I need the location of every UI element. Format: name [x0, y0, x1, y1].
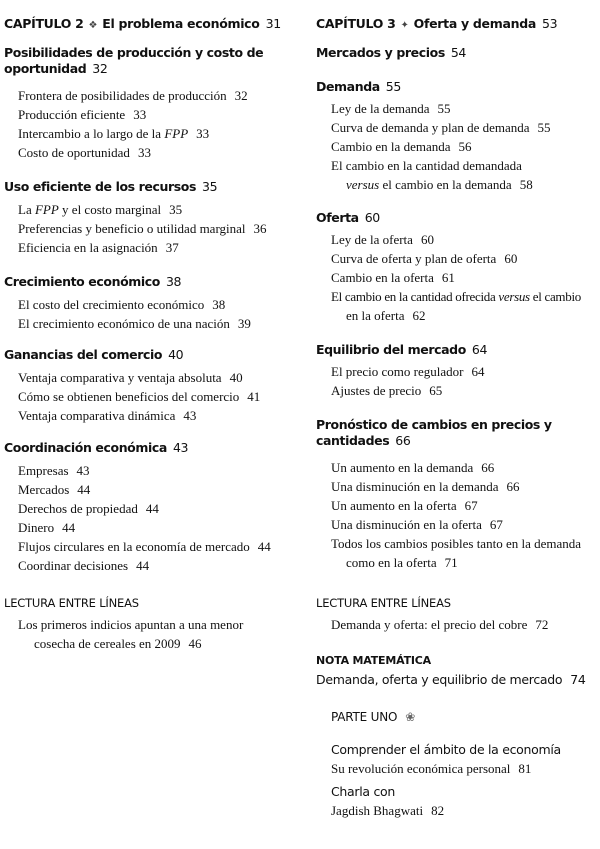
section-heading	[4, 45, 294, 77]
section-heading: Ganancias del comercio 40	[4, 347, 184, 362]
section-heading: Oferta 60	[316, 210, 380, 225]
reading-item: Los primeros indicios apuntan a una menor	[18, 617, 244, 632]
chapter-label: CAPÍTULO 2	[4, 16, 84, 31]
section-title-line2: oportunidad	[4, 61, 87, 76]
toc-item-cont: en la oferta 62	[346, 308, 426, 323]
toc-item-cont: como en la oferta 71	[346, 555, 458, 570]
toc-item-cont: versus el cambio en la demanda 58	[346, 177, 533, 192]
section-heading: Crecimiento económico 38	[4, 274, 182, 289]
page-number: 32	[92, 61, 108, 76]
section-heading: Demanda 55	[316, 79, 401, 94]
toc-item: Cómo se obtienen beneficios del comercio 41	[18, 389, 261, 404]
toc-item: El cambio en la cantidad demandada	[331, 158, 522, 173]
toc-item: Flujos circulares en la economía de mercado 44	[18, 539, 271, 554]
chapter-3-heading	[316, 16, 557, 31]
toc-item: Curva de oferta y plan de oferta 60	[331, 251, 518, 266]
toc-item: Ventaja comparativa dinámica 43	[18, 408, 197, 423]
interview-label: Charla con	[331, 784, 395, 799]
math-note-line: Demanda, oferta y equilibrio de mercado 74	[316, 672, 586, 687]
toc-item: El crecimiento económico de una nación 39	[18, 316, 251, 331]
toc-item: Ajustes de precio 65	[331, 383, 443, 398]
toc-item: Preferencias y beneficio o utilidad marginal 36	[18, 221, 267, 236]
fleuron-icon: ❖	[88, 20, 98, 31]
chapter-label: CAPÍTULO 3	[316, 16, 396, 31]
toc-item: Un aumento en la oferta 67	[331, 498, 478, 513]
reading-item-cont: cosecha de cereales en 2009 46	[34, 636, 202, 651]
section-title-line1: Posibilidades de producción y costo de	[4, 45, 264, 60]
toc-item: Ventaja comparativa y ventaja absoluta 40	[18, 370, 243, 385]
reading-label: LECTURA ENTRE LÍNEAS	[4, 596, 139, 610]
part-item: Su revolución económica personal 81	[331, 761, 532, 776]
toc-item: Intercambio a lo largo de la FPP 33	[18, 126, 210, 141]
reading-label: LECTURA ENTRE LÍNEAS	[316, 596, 451, 610]
section-heading: Pronóstico de cambios en precios y cantidades 66	[316, 417, 552, 448]
toc-item: El cambio en la cantidad ofrecida versus el cambio	[331, 289, 581, 304]
toc-item: La FPP y el costo marginal 35	[18, 202, 183, 217]
page-number: 31	[265, 16, 281, 31]
section-heading: Mercados y precios 54	[316, 45, 466, 60]
toc-item: Cambio en la demanda 56	[331, 139, 472, 154]
section-heading: Equilibrio del mercado 64	[316, 342, 487, 357]
part-title: Comprender el ámbito de la economía	[331, 742, 561, 757]
toc-item: Curva de demanda y plan de demanda 55	[331, 120, 551, 135]
page-number: 53	[541, 16, 558, 31]
toc-item: Dinero 44	[18, 520, 76, 535]
fleuron-icon: ✦	[400, 20, 409, 31]
toc-item: Todos los cambios posibles tanto en la demanda	[331, 536, 582, 551]
chapter-title: El problema económico	[102, 16, 260, 31]
toc-item: Frontera de posibilidades de producción 32	[18, 88, 248, 103]
interview-item: Jagdish Bhagwati 82	[331, 803, 445, 818]
part-label: PARTE UNO ❀	[331, 710, 416, 724]
chapter-title: Oferta y demanda	[413, 16, 536, 31]
toc-item: Eficiencia en la asignación 37	[18, 240, 179, 255]
section-heading: Uso eficiente de los recursos 35	[4, 179, 218, 194]
toc-item: Derechos de propiedad 44	[18, 501, 159, 516]
section-heading: Coordinación económica 43	[4, 440, 189, 455]
toc-item: Una disminución en la oferta 67	[331, 517, 503, 532]
toc-item: Una disminución en la demanda 66	[331, 479, 520, 494]
math-note-label: NOTA MATEMÁTICA	[316, 654, 431, 667]
toc-item: Un aumento en la demanda 66	[331, 460, 495, 475]
toc-item: El precio como regulador 64	[331, 364, 485, 379]
toc-item: Mercados 44	[18, 482, 91, 497]
toc-item: Cambio en la oferta 61	[331, 270, 455, 285]
toc-item: Empresas 43	[18, 463, 90, 478]
reading-item: Demanda y oferta: el precio del cobre 72	[331, 617, 549, 632]
toc-item: Producción eficiente 33	[18, 107, 147, 122]
toc-item: Ley de la oferta 60	[331, 232, 434, 247]
toc-item: Ley de la demanda 55	[331, 101, 451, 116]
chapter-2-heading	[4, 16, 281, 31]
toc-item: Coordinar decisiones 44	[18, 558, 150, 573]
toc-item: Costo de oportunidad 33	[18, 145, 151, 160]
toc-item: El costo del crecimiento económico 38	[18, 297, 226, 312]
ornament-icon: ❀	[405, 710, 416, 724]
